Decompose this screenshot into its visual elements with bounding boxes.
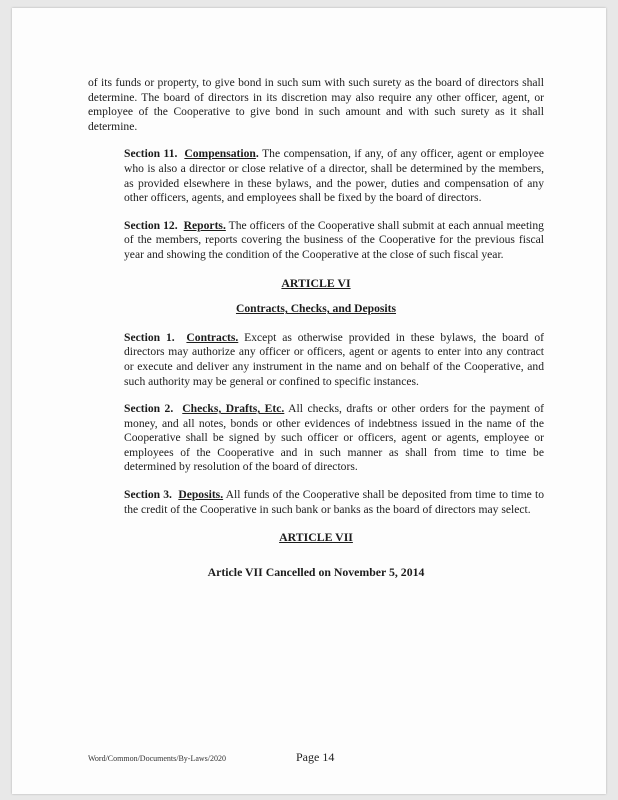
article-vi-section-1-paragraph (88, 331, 544, 389)
document-body (88, 76, 544, 579)
article-vi-heading: ARTICLE VI (281, 275, 351, 290)
section-11-paragraph (88, 147, 544, 205)
section-12-title: Reports. (183, 218, 226, 232)
article-vi-section-2-title: Checks, Drafts, Etc. (182, 402, 285, 416)
article-vi-section-3-paragraph (88, 488, 544, 517)
article-vi-section-1-title: Contracts. (186, 330, 239, 344)
section-12-paragraph (88, 219, 544, 263)
article-vii-note: Article VII Cancelled on November 5, 2014 (207, 564, 425, 579)
article-vi-section-2-paragraph (88, 402, 544, 475)
section-11-title-suffix: . (255, 147, 259, 161)
section-11-text: The compensation, if any, of any officer, agent or employee who is also a director or close relative of a director, shall be determined by the members, as provided elsewhere in these bylaws, and the power, duties and compensation of any other officers, agents, and employees shall be fixed by the board of directors. (124, 147, 545, 205)
article-vi-section-2-text: All checks, drafts or other orders for the payment of money, and all notes, bonds or other evidences of indebtness issued in the name of the Cooperative shall be signed by such officer or officers, agent or agents, employee or employees of the Cooperative and in such manner as shall from time to time be determined by resolution of the board of directors. (124, 402, 544, 474)
section-12-head: Section 12. (124, 218, 178, 232)
document-page (12, 8, 606, 794)
article-vi-section-1-text: Except as otherwise provided in these bylaws, the board of directors may authorize any officer or officers, agent or agents to enter into any contract or execute and deliver any instrument in the name and on behalf of the Cooperative, and such authority may be general or confined to specific instances. (124, 330, 545, 388)
section-11-title: Compensation (184, 147, 256, 161)
article-vi-section-3-text: All funds of the Cooperative shall be deposited from time to time to the credit of the Cooperative in such bank or banks as the board of directors may select. (124, 488, 544, 516)
section-12-text: The officers of the Cooperative shall submit at each annual meeting of the members, reports covering the business of the Cooperative for the previous fiscal year and showing the condition of the Cooperative at the close of such fiscal year. (124, 218, 544, 261)
article-vi-section-1-head: Section 1. (124, 330, 175, 344)
article-vi-section-2-head: Section 2. (124, 402, 174, 416)
section-11-head: Section 11. (124, 147, 178, 161)
article-vi-section-3-head: Section 3. (124, 488, 172, 502)
article-vi-subheading: Contracts, Checks, and Deposits (235, 302, 397, 316)
footer-page-number: Page 14 (296, 750, 335, 764)
article-vi-section-3-title: Deposits. (178, 488, 224, 502)
article-vii-heading: ARTICLE VII (279, 530, 353, 545)
intro-paragraph: of its funds or property, to give bond in such sum with such surety as the board of directors shall determine. The board of directors in its discretion may also require any other officer, agent, or employee of the Cooperative to give bond in such amount and with such surety as it shall determine. (88, 76, 544, 133)
footer-file-path: Word/Common/Documents/By-Laws/2020 (88, 754, 227, 763)
